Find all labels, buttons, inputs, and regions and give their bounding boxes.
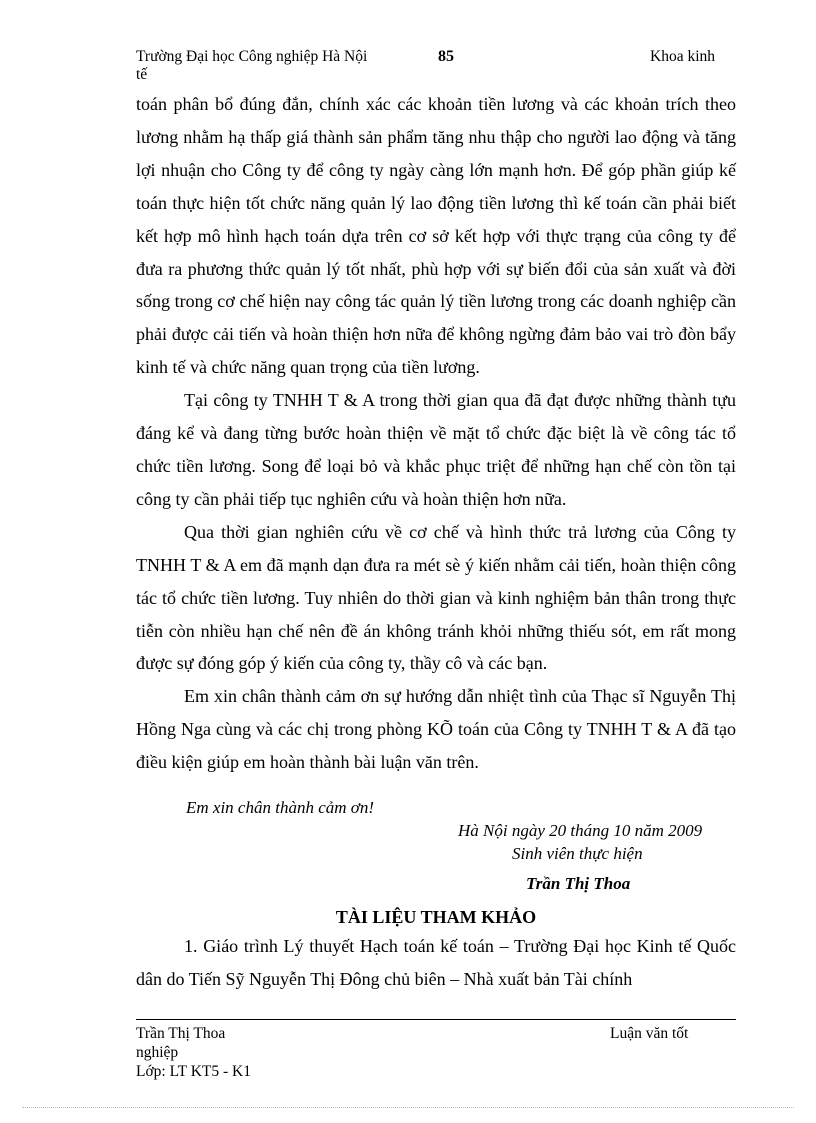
page-number: 85 bbox=[438, 48, 454, 65]
page-footer bbox=[136, 1024, 736, 1084]
references-title: TÀI LIỆU THAM KHẢO bbox=[335, 907, 537, 927]
closing-thanks: Em xin chân thành cảm ơn! bbox=[186, 798, 375, 817]
closing-date: Hà Nội ngày 20 tháng 10 năm 2009 bbox=[458, 821, 703, 840]
header-faculty: Khoa kinh bbox=[650, 48, 716, 65]
page-header bbox=[136, 48, 736, 88]
footer-divider bbox=[136, 1019, 736, 1020]
footer-thesis-label-continued: nghiệp bbox=[136, 1044, 179, 1061]
references-list bbox=[136, 930, 736, 996]
header-faculty-continued: tế bbox=[136, 66, 148, 83]
reference-item: 1. Giáo trình Lý thuyết Hạch toán kế toán – Trường Đại học Kinh tế Quốc dân do Tiến Sỹ Nguyễn Thị Đông chủ biên – Nhà xuất bản Tài chính bbox=[136, 936, 736, 989]
body-text bbox=[136, 88, 736, 779]
signature-name: Trần Thị Thoa bbox=[526, 874, 631, 893]
paragraph-acknowledgement: Em xin chân thành cảm ơn sự hướng dẫn nhiệt tình của Thạc sĩ Nguyễn Thị Hồng Nga cùng và các chị trong phòng KÕ toán của Công ty TNHH T & A đã tạo điều kiện giúp em hoàn thành bài luận văn trên. bbox=[136, 686, 736, 773]
footer-class: Lớp: LT KT5 - K1 bbox=[136, 1063, 251, 1080]
paragraph-research: Qua thời gian nghiên cứu về cơ chế và hình thức trả lương của Công ty TNHH T & A em đã mạnh dạn đưa ra mét sè ý kiến nhằm cải tiến, hoàn thiện công tác tổ chức tiền lương. Tuy nhiên do thời gian và kinh nghiệm bản thân trong thực tiễn còn nhiều hạn chế nên đề án không tránh khỏi những thiếu sót, em rất mong được sự đóng góp ý kiến của công ty, thầy cô và các bạn. bbox=[136, 521, 736, 674]
paragraph-continued: toán phân bổ đúng đắn, chính xác các khoản tiền lương và các khoản trích theo lương nhằm hạ thấp giá thành sản phẩm tăng nhu thập cho người lao động và tăng lợi nhuận cho Công ty để công ty ngày càng lớn mạnh hơn. Để góp phần giúp kế toán thực hiện tốt chức năng quản lý lao động tiền lương thì kế toán cần phải biết kết hợp mô hình hạch toán dựa trên cơ sở kết hợp với thực trạng của công ty để đưa ra phương thức quản lý tốt nhất, phù hợp với sự biến đổi của sản xuất và đời sống trong cơ chế hiện nay công tác quản lý tiền lương trong các doanh nghiệp cần phải được cải tiến và hoàn thiện hơn nữa để không ngừng đảm bảo vai trò đòn bẩy kinh tế và chức năng quan trọng của tiền lương. bbox=[136, 94, 736, 378]
footer-thesis-label: Luận văn tốt bbox=[610, 1025, 689, 1042]
page-bottom-border bbox=[22, 1107, 794, 1108]
footer-author: Trần Thị Thoa bbox=[136, 1025, 226, 1042]
header-university: Trường Đại học Công nghiệp Hà Nội bbox=[136, 48, 368, 65]
signature-role: Sinh viên thực hiện bbox=[512, 844, 643, 863]
paragraph-company-achievements: Tại công ty TNHH T & A trong thời gian qua đã đạt được những thành tựu đáng kể và đang từng bước hoàn thiện về mặt tổ chức đặc biệt là về công tác tổ chức tiền lương. Song để loại bỏ và khắc phục triệt để những hạn chế còn tồn tại công ty cần phải tiếp tục nghiên cứu và hoàn thiện hơn nữa. bbox=[136, 390, 736, 509]
